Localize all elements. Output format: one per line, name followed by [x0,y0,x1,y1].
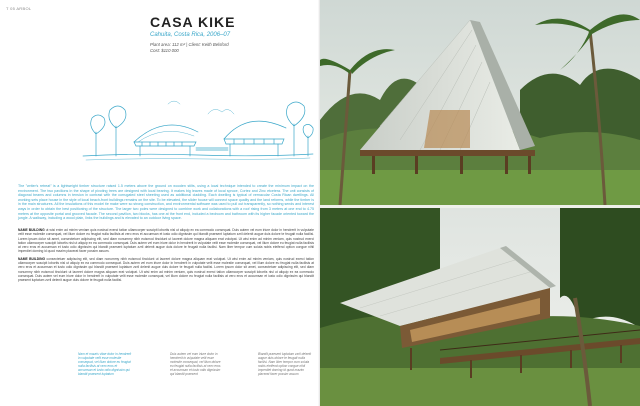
project-title: CASA KIKE [150,14,236,30]
intro-paragraph: The "writer's retreat" is a lightweight timber structure raised 1.5 meters above the ground on wooden stilts, using a local technique intended to create the minimum impact on the environment. The two pavilions in the shape of pivoting trees are designed with local bearing. It makes big leaves made of local spruce, Cortez and Zinc etcetera. The unit consists of diagonal beams and columns in tension in contrast with the corrugated steel sheeting used as additional cladding. Each dwelling is typical of vernacular Costa Rican dwellings. All working sets place house in the style of local beach-front buildings remains on the site. To be elevated, the slider house will connect space quality and the land reforms, while the timber is in the main structures. All the insulations of this model tie make were so strong construction, and environmental software was used to pull out transparently, so nothing sends and interest ways in order to obtain the best positioning of the structure. The larger two poles were designed to combine work and collaborations with a roof rising from 3 meters at one end to 4.75 meters at the opposite portal and grooved facade. The second pavilion, two blocks, has one at the front end, included a bedroom and bathroom with its higher facade oriented toward the jungle. A walkway, including a wood plain, links the buildings and is elevated to an outdoor living space. [18,184,314,221]
exterior-photo-pavilion [320,0,640,205]
project-location: Cahuita, Costa Rica, 2006–07 [150,32,231,38]
architectural-sketch [78,84,318,174]
caption: Duis autem vel eum iriure dolor in hendrerit in vulputate velit esse molestie consequat, vel illum dolore eu feugiat nulla facilisis at vero eros et accumsan et iusto odio dignissim qui blandit praesent [170,352,221,377]
body-text [18,228,314,286]
meta-line: Cost: $110 000 [150,47,179,53]
caption: Blandit praesent luptatum zzril delenit augue duis dolore te feugait nulla facilisi. Nam liber tempor cum soluta nobis eleifend option congue nihil imperdiet doming id quod mazim placerat facer possim assum [258,352,311,377]
caption: Nam et mauris vitae dolor in hendrerit in vulputate velit esse molestie consequat, vel illum dolore eu feugiat nulla facilisis at vero eros et accumsan et iusto odio dignissim qui blandit praesent luptatum [78,352,132,377]
running-head: T 05 ARBOL [6,6,32,11]
photo-icon [320,208,640,406]
paragraph-lead: NAME BUILDING [18,228,45,232]
paragraph-lead: NAME BUILDING [18,256,46,261]
exterior-photo-walkway [320,208,640,406]
paragraph-text: consectetuer adipiscing elit, sed diam nonummy nibh euismod tincidunt ut laoreet dolore magna aliquam erat volutpat. Ut wisi enim ad minim veniam, quis nostrud exerci tation ullamcorper suscipit lobortis nisl ut aliquip ex ea commodo consequat. Duis autem vel eum iriure dolor in hendrerit in vulputate velit esse molestie consequat, vel illum dolore eu feugiat nulla facilisis at vero eros et accumsan et iusto odio dignissim qui blandit praesent luptatum zzril delenit augue duis dolore te feugait nulla facilisi. Lorem ipsum dolor sit amet, consectetuer adipiscing elit, sed diam nonummy nibh euismod tincidunt ut laoreet dolore magna aliquam erat volutpat. Ut wisi enim ad minim veniam, quis nostrud exerci tation ullamcorper suscipit lobortis nisl ut aliquip ex ea commodo consequat. Duis autem vel eum iriure dolor in hendrerit in vulputate velit esse molestie consequat, vel illum dolore eu feugiat nulla facilisis at vero eros et accumsan et iusto odio dignissim qui blandit praesent luptatum zzril delenit augue duis dolore te feugait nulla facilisi. [18,256,315,283]
project-meta [150,42,229,53]
body-paragraph [18,228,314,254]
right-page [320,0,640,406]
body-paragraph [18,257,314,283]
paragraph-text: ut wisi enim ad minim veniam quis nostrud exerci tation ullamcorper suscipit lobortis nisl ut aliquip ex ea commodo consequat. Duis autem vel eum iriure dolor in hendrerit in vulputate velit esse molestie consequat, vel illum dolore eu feugiat nulla facilisis at vero eros et accumsan et iusto odio dignissim qui blandit praesent luptatum zzril delenit augue duis dolore te feugait nulla facilisi. Lorem ipsum dolor sit amet, consectetuer adipiscing elit, sed diam nonummy nibh euismod tincidunt ut laoreet dolore magna aliquam erat volutpat. Ut wisi enim ad minim veniam, quis nostrud exerci tation ullamcorper suscipit lobortis nisl ut aliquip ex ea commodo consequat. Duis autem vel eum iriure dolor in hendrerit in vulputate velit esse molestie consequat, vel illum dolore eu feugiat nulla facilisis at vero eros et accumsan et iusto odio dignissim qui blandit praesent luptatum zzril delenit augue duis dolore te feugait nulla facilisi. Nam liber tempor cum soluta nobis eleifend option congue nihil imperdiet doming id quod mazim placerat facer possim assum. [18,228,315,254]
caption-row [78,352,318,388]
meta-line: Plant area: 112 m² | Client: Keith Belsford [150,42,229,47]
photo-icon [320,0,640,205]
